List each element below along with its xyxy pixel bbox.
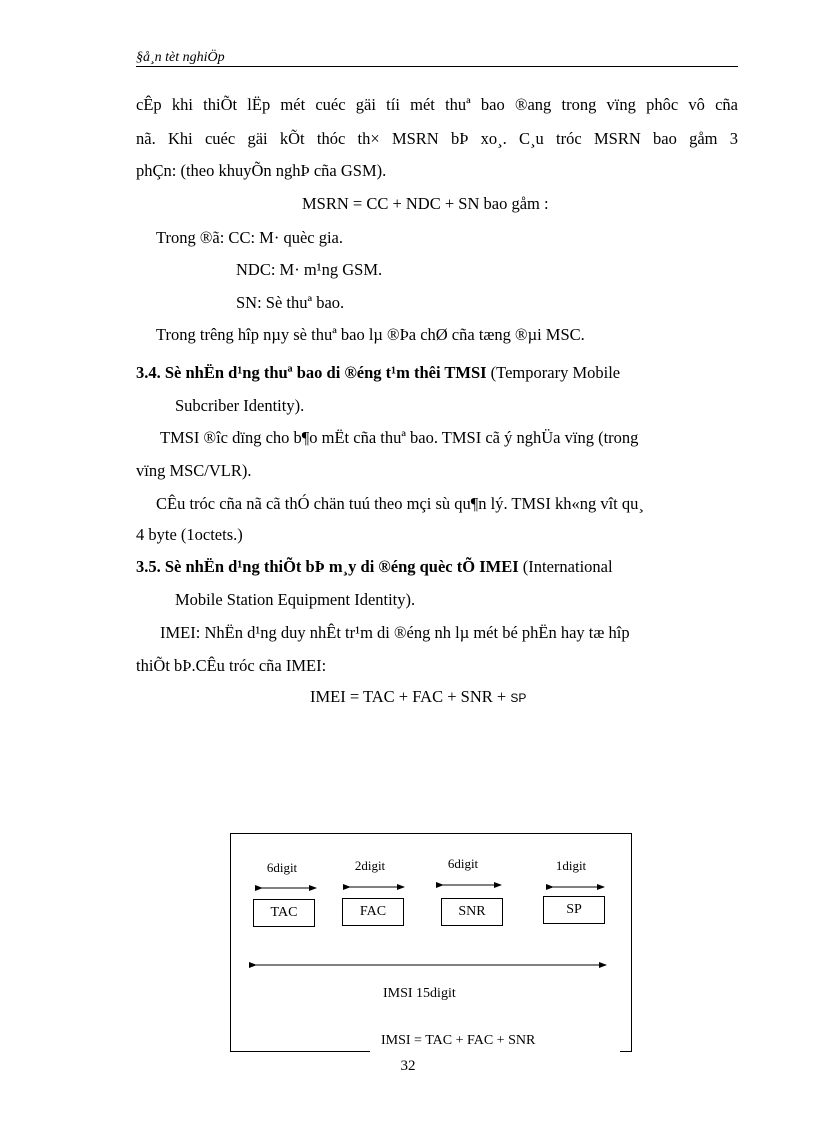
field-box-tac: TAC: [253, 899, 315, 927]
formula-main: IMEI = TAC + FAC + SNR +: [310, 687, 511, 706]
body-line: SN: Sè thuª bao.: [236, 293, 345, 312]
body-line: TMSI ®îc dïng cho b¶o mËt cña thuª bao. TMSI cã ý nghÜa vïng (trong: [160, 428, 639, 447]
field-box-sp: SP: [543, 896, 605, 924]
body-line: CÊu tróc cña nã cã thÓ chän tuú theo mçi sù qu¶n lý. TMSI kh«ng vît qu¸: [156, 494, 644, 513]
field-box-snr: SNR: [441, 898, 503, 926]
body-line: vïng MSC/VLR).: [136, 461, 252, 480]
body-line: NDC: M· m¹ng GSM.: [236, 260, 383, 279]
heading-rest: (International: [518, 557, 613, 576]
page-number: 32: [400, 1058, 416, 1074]
imsi-equation: IMSI = TAC + FAC + SNR: [381, 1033, 536, 1048]
heading-rest: (Temporary Mobile: [486, 363, 621, 382]
body-line: Mobile Station Equipment Identity).: [175, 590, 416, 609]
heading-bold: 3.5. Sè nhËn d¹ng thiÕt bÞ m¸y di ®éng quèc tÕ IMEI: [136, 557, 519, 576]
total-length-label: IMSI 15digit: [383, 986, 456, 1001]
heading-bold: 3.4. Sè nhËn d¹ng thuª bao di ®éng t¹m thêi TMSI: [136, 363, 487, 382]
formula-msrn: MSRN = CC + NDC + SN bao gåm :: [302, 194, 549, 213]
formula-sp: SP: [510, 691, 527, 705]
body-line: Subcriber Identity).: [175, 396, 305, 415]
digit-count-fac: 2digit: [354, 858, 386, 873]
digit-count-snr: 6digit: [447, 856, 479, 871]
digit-count-tac: 6digit: [266, 860, 298, 875]
running-header: §å¸n tèt nghiÖp: [136, 50, 225, 65]
body-line: cÊp khi thiÕt lËp mét cuéc gäi tíi mét thuª bao ®ang trong vïng phôc vô cña: [136, 95, 738, 114]
body-line: phÇn: (theo khuyÕn nghÞ cña GSM).: [136, 161, 387, 180]
body-line: IMEI: NhËn d¹ng duy nhÊt tr¹m di ®éng nh lµ mét bé phËn hay tæ hîp: [160, 623, 630, 642]
body-line: nã. Khi cuéc gäi kÕt thóc th× MSRN bÞ xo¸. C¸u tróc MSRN bao gåm 3: [136, 129, 738, 148]
body-line: Trong trêng hîp nµy sè thuª bao lµ ®Þa chØ cña tæng ®µi MSC.: [156, 325, 585, 344]
body-line: Trong ®ã: CC: M· quèc gia.: [156, 228, 344, 247]
body-line: thiÕt bÞ.CÊu tróc cña IMEI:: [136, 656, 327, 675]
field-box-fac: FAC: [342, 898, 404, 926]
digit-count-sp: 1digit: [555, 858, 587, 873]
body-line: 4 byte (1octets.): [136, 525, 243, 544]
